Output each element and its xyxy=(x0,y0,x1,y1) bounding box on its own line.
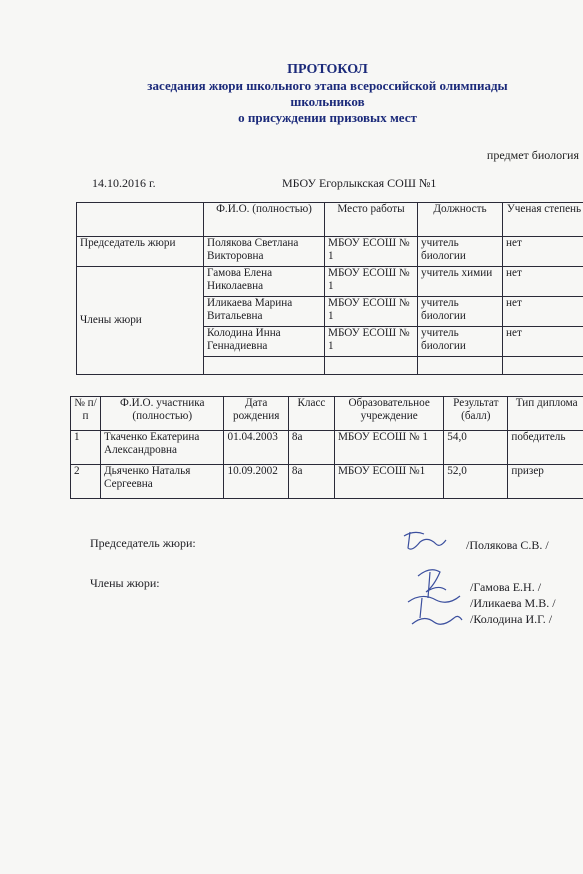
jury-degree: нет xyxy=(503,327,583,357)
participants-header-row xyxy=(71,397,583,431)
jury-header-name: Ф.И.О. (полностью) xyxy=(204,203,325,237)
participant-school: МБОУ ЕСОШ № 1 xyxy=(334,431,443,465)
jury-position: учитель химии xyxy=(418,267,503,297)
participants-header-grade: Класс xyxy=(288,397,334,431)
jury-name: Колодина Инна Геннадиевна xyxy=(204,327,325,357)
jury-header-role xyxy=(77,203,204,237)
jury-work: МБОУ ЕСОШ № 1 xyxy=(325,327,418,357)
participant-diploma: победитель xyxy=(508,431,583,465)
empty-cell xyxy=(418,357,503,375)
jury-degree: нет xyxy=(503,297,583,327)
empty-cell xyxy=(204,357,325,375)
protocol-subtitle-3: о присуждении призовых мест xyxy=(238,110,417,125)
subject-line: предмет биология xyxy=(486,148,579,162)
protocol-date: 14.10.2016 г. xyxy=(92,176,156,190)
participant-name: Дьяченко Наталья Сергеевна xyxy=(101,465,224,499)
chair-name: /Полякова С.В. / xyxy=(466,538,549,552)
jury-degree: нет xyxy=(503,267,583,297)
jury-name: Иликаева Марина Витальевна xyxy=(204,297,325,327)
jury-name: Гамова Елена Николаевна xyxy=(204,267,325,297)
member3-name: /Колодина И.Г. / xyxy=(470,612,553,626)
participant-school: МБОУ ЕСОШ №1 xyxy=(334,465,443,499)
participant-birth: 01.04.2003 xyxy=(224,431,288,465)
member2-name: /Иликаева М.В. / xyxy=(470,596,556,610)
participant-row xyxy=(71,431,583,465)
empty-cell xyxy=(503,357,583,375)
jury-work: МБОУ ЕСОШ № 1 xyxy=(325,267,418,297)
participants-header-birth: Дата рождения xyxy=(224,397,288,431)
participant-grade: 8а xyxy=(288,431,334,465)
jury-position: учитель биологии xyxy=(418,327,503,357)
participants-header-num: № п/п xyxy=(71,397,101,431)
protocol-title: ПРОТОКОЛ xyxy=(287,62,368,77)
jury-header-position: Должность xyxy=(418,203,503,237)
jury-position: учитель биологии xyxy=(418,297,503,327)
participant-score: 54,0 xyxy=(444,431,508,465)
jury-name: Полякова Светлана Викторовна xyxy=(204,237,325,267)
chair-signature xyxy=(400,526,450,554)
jury-row xyxy=(77,267,583,297)
participants-header-score: Результат (балл) xyxy=(444,397,508,431)
protocol-header xyxy=(0,62,583,126)
participant-num: 1 xyxy=(71,431,101,465)
participant-name: Ткаченко Екатерина Александровна xyxy=(101,431,224,465)
protocol-subtitle-1: заседания жюри школьного этапа всероссийской олимпиады xyxy=(147,78,508,93)
empty-cell xyxy=(325,357,418,375)
jury-position: учитель биологии xyxy=(418,237,503,267)
jury-header-row xyxy=(77,203,583,237)
protocol-subtitle-2: школьников xyxy=(290,94,365,109)
participant-birth: 10.09.2002 xyxy=(224,465,288,499)
jury-degree: нет xyxy=(503,237,583,267)
participant-grade: 8а xyxy=(288,465,334,499)
participants-header-diploma: Тип диплома xyxy=(508,397,583,431)
jury-role-chair: Председатель жюри xyxy=(77,237,204,267)
jury-table xyxy=(76,202,583,375)
participant-row xyxy=(71,465,583,499)
jury-role-members: Члены жюри xyxy=(77,267,204,375)
members-signatures xyxy=(400,562,472,640)
participants-header-name: Ф.И.О. участника (полностью) xyxy=(101,397,224,431)
participants-header-school: Образовательное учреждение xyxy=(334,397,443,431)
jury-work: МБОУ ЕСОШ № 1 xyxy=(325,297,418,327)
jury-row xyxy=(77,237,583,267)
school-name: МБОУ Егорлыкская СОШ №1 xyxy=(282,176,437,190)
jury-header-work: Место работы xyxy=(325,203,418,237)
members-label: Члены жюри: xyxy=(90,576,160,590)
participant-diploma: призер xyxy=(508,465,583,499)
participants-table xyxy=(70,396,583,499)
participant-num: 2 xyxy=(71,465,101,499)
chair-label: Председатель жюри: xyxy=(90,536,196,550)
jury-work: МБОУ ЕСОШ № 1 xyxy=(325,237,418,267)
member1-name: /Гамова Е.Н. / xyxy=(470,580,542,594)
participant-score: 52,0 xyxy=(444,465,508,499)
jury-header-degree: Ученая степень xyxy=(503,203,583,237)
